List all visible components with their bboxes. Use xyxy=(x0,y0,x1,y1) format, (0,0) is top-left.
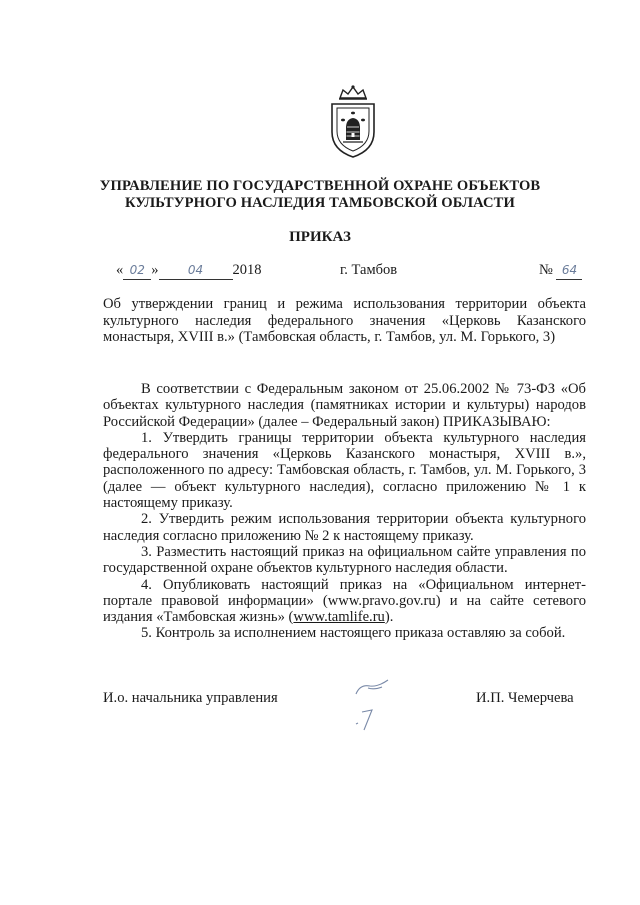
number-label: № xyxy=(539,262,553,278)
date-day: 02 xyxy=(123,261,151,280)
tambov-coat-of-arms-icon xyxy=(326,84,380,160)
order-number xyxy=(539,261,582,280)
order-date: « 02 » 04 2018 xyxy=(116,262,262,278)
number-value: 64 xyxy=(556,261,582,280)
order-body xyxy=(103,381,586,642)
order-subject xyxy=(103,296,586,346)
org-line-1: УПРАВЛЕНИЕ ПО ГОСУДАРСТВЕННОЙ ОХРАНЕ ОБЪЕКТОВ xyxy=(99,178,541,194)
order-item-1: 1. Утвердить границы территории объекта культурного наследия федерального значения «Церковь Казанского монастыря, XVIII в.», расположенного по адресу: Тамбовская область, г. Тамбов, ул. М. Горького, 3 (далее — объект культурного наследия), согласно приложению № 1 к настоящему приказу. xyxy=(103,429,586,512)
order-item-3: 3. Разместить настоящий приказ на официальном сайте управления по государственной охране объектов культурного наследия области. xyxy=(103,543,586,577)
document-type: ПРИКАЗ xyxy=(289,229,351,245)
handwritten-signature xyxy=(338,672,408,742)
order-item-4: 4. Опубликовать настоящий приказ на «Официальном интернет-портале правовой информации» (www.pravo.gov.ru) и на сайте сетевого издания «Тамбовская жизнь» (www.tamlife.ru). xyxy=(103,576,586,626)
date-year: 2018 xyxy=(232,262,262,278)
order-item-2: 2. Утвердить режим использования территории объекта культурного наследия согласно приложению № 2 к настоящему приказу. xyxy=(103,511,586,544)
organization-name xyxy=(60,178,580,212)
intro-paragraph: В соответствии с Федеральным законом от 25.06.2002 № 73-ФЗ «Об объектах культурного наследия (памятниках истории и культуры) народов Российской Федерации» (далее – Федеральный закон) ПРИКАЗЫВАЮ: xyxy=(103,381,586,430)
org-line-2: КУЛЬТУРНОГО НАСЛЕДИЯ ТАМБОВСКОЙ ОБЛАСТИ xyxy=(125,195,515,211)
signer-name: И.П. Чемерчева xyxy=(476,690,574,706)
signer-title: И.о. начальника управления xyxy=(103,690,278,706)
date-month: 04 xyxy=(159,261,233,280)
order-item-5: 5. Контроль за исполнением настоящего приказа оставляю за собой. xyxy=(141,625,566,642)
tamlife-link[interactable]: www.tamlife.ru xyxy=(293,609,385,626)
order-city: г. Тамбов xyxy=(340,262,398,278)
subject-text: Об утверждении границ и режима использования территории объекта культурного наследия федерального значения «Церковь Казанского монастыря, XVIII в.» (Тамбовская область, г. Тамбов, ул. М. Горького, 3) xyxy=(103,296,586,345)
